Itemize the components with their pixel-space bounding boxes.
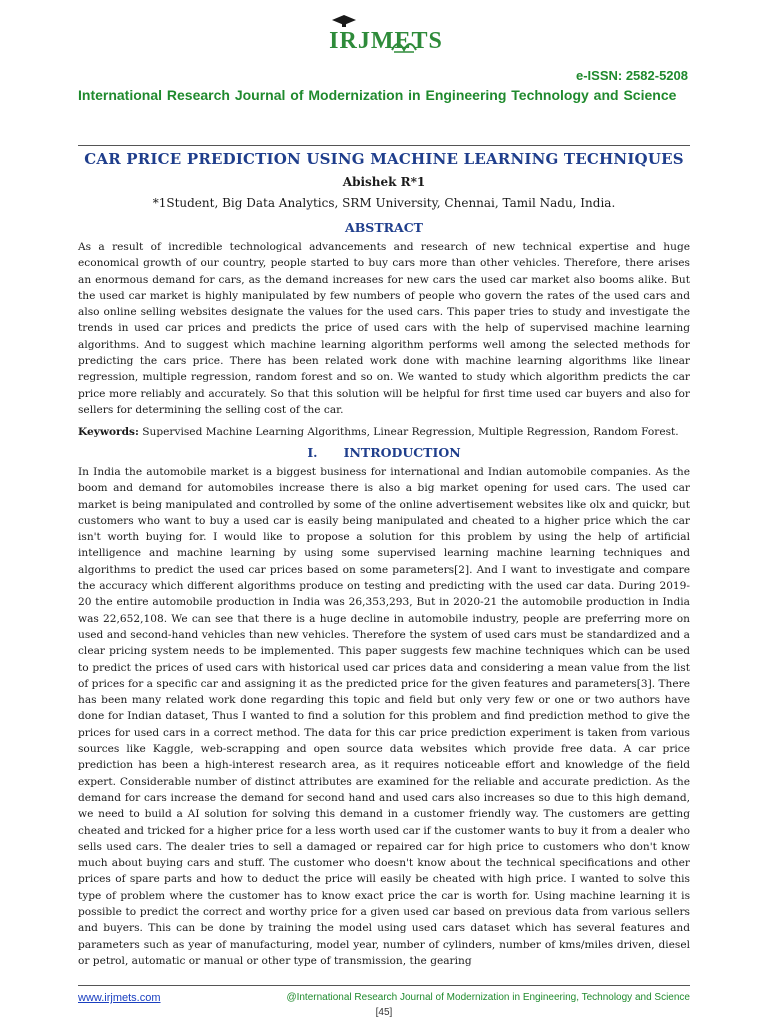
paper-author: Abishek R*1 xyxy=(342,175,426,189)
paper-title: CAR PRICE PREDICTION USING MACHINE LEARNING TECHNIQUES xyxy=(84,150,684,168)
introduction-text: In India the automobile market is a biggest business for international and Indian automobile companies. As the boom and demand for automobiles increase there is also a big market opening for used cars. The used car market is being manipulated and controlled by some of the online advertisement websites like olx and quickr, but customers who want to buy a used car is easily being manipulated and cheated to a higher price which the car isn't worth buying for. I would like to propose a solution for this problem by using the help of artificial intelligence and machine learning by using some supervised learning machine learning techniques and algorithms to predict the used car prices based on some parameters[2]. And I want to investigate and compare the accuracy which different algorithms produce on testing and predicting with the used car data. During 2019-20 the entire automobile production in India was 26,353,293, But in 2020-21 the automobile production in India was 22,652,108. We can see that there is a huge decline in automobile industry, people are preferring more on used and second-hand vehicles than new vehicles. Therefore the system of used cars must be standardized and a clear pricing system needs to be implemented. This paper suggests few machine techniques which can be used to predict the prices of used cars with historical used car prices data and considering a mean value from the list of prices for a specific car and assigning it as the predicted price for the given features and parameters[3]. There has been many related work done regarding this topic and field but only very few or one or two authors have done for Indian dataset, Thus I wanted to find a solution for this problem and find prediction method to give the prices for used cars in a correct method. The data for this car price prediction experiment is taken from various sources like Kaggle, web-scrapping and open source data websites which provide free data. A car price prediction has been a high-interest research area, as it requires noticeable effort and knowledge of the field expert. Considerable number of distinct attributes are examined for the reliable and accurate prediction. As the demand for cars increase the demand for second hand and used cars also increases so due to this high demand, we need to build a AI solution for solving this demand in a customer friendly way. The customers are getting cheated and tricked for a higher price for a less worth used car if the customer wants to buy it from a dealer who sells used cars. The dealer tries to sell a damaged or repaired car for high price to customers who don't know much about buying cars and stuff. The customer who doesn't know about the technical specifications and other prices of spare parts and how to deduct the price will easily be cheated with high price. I wanted to solve this type of problem where the customer has to know exact price the car is worth for. Using machine learning it is possible to predict the correct and worthy price for a given used car based on previous data from various sellers and buyers. This can be done by training the model using used cars dataset which has several features and parameters such as year of manufacturing, model year, number of cylinders, number of kms/miles driven, diesel or petrol, automatic or manual or other type of transmission, the gearing xyxy=(78,466,690,967)
divider xyxy=(78,145,690,146)
keywords-label: Keywords: xyxy=(78,426,139,438)
journal-logo xyxy=(322,10,450,66)
abstract-heading: ABSTRACT xyxy=(345,220,423,235)
author-affiliation: *1Student, Big Data Analytics, SRM University, Chennai, Tamil Nadu, India. xyxy=(152,196,616,210)
introduction-heading: I. INTRODUCTION xyxy=(307,445,461,460)
website-link[interactable]: www.irjmets.com xyxy=(78,992,161,1004)
journal-name: International Research Journal of Modernization in Engineering Technology and Science xyxy=(78,87,677,103)
keywords-text: Supervised Machine Learning Algorithms, Linear Regression, Multiple Regression, Random Forest. xyxy=(142,426,679,438)
page-number: [45] xyxy=(375,1007,393,1018)
footer-copyright: @International Research Journal of Modernization in Engineering, Technology and Science xyxy=(286,992,690,1003)
logo-text: IRJMETS xyxy=(329,28,443,54)
keywords xyxy=(78,424,690,440)
issn: e-ISSN: 2582-5208 xyxy=(575,68,688,83)
abstract-text: As a result of incredible technological advancements and research of new technical expertise and huge economical growth of our country, people started to buy cars more than other vehicles. Therefore, there arises an enormous demand for cars, as the demand increases for new cars the used car market also booms alike. But the used car market is highly manipulated by few numbers of people who govern the rates of the used cars and also online selling websites designate the values for the used cars. This paper tries to study and investigate the trends in used car prices and predicts the price of used cars with the help of supervised machine learning algorithms. And to suggest which machine learning algorithm performs well among the selected methods for predicting the cars price. There has been related work done with machine learning algorithms like linear regression, multiple regression, random forest and so on. We wanted to study which algorithm predicts the car price more reliably and accurately. So that this solution will be helpful for first time used car buyers and also for sellers for determining the selling cost of the car. xyxy=(78,241,690,416)
footer-divider xyxy=(78,985,690,986)
